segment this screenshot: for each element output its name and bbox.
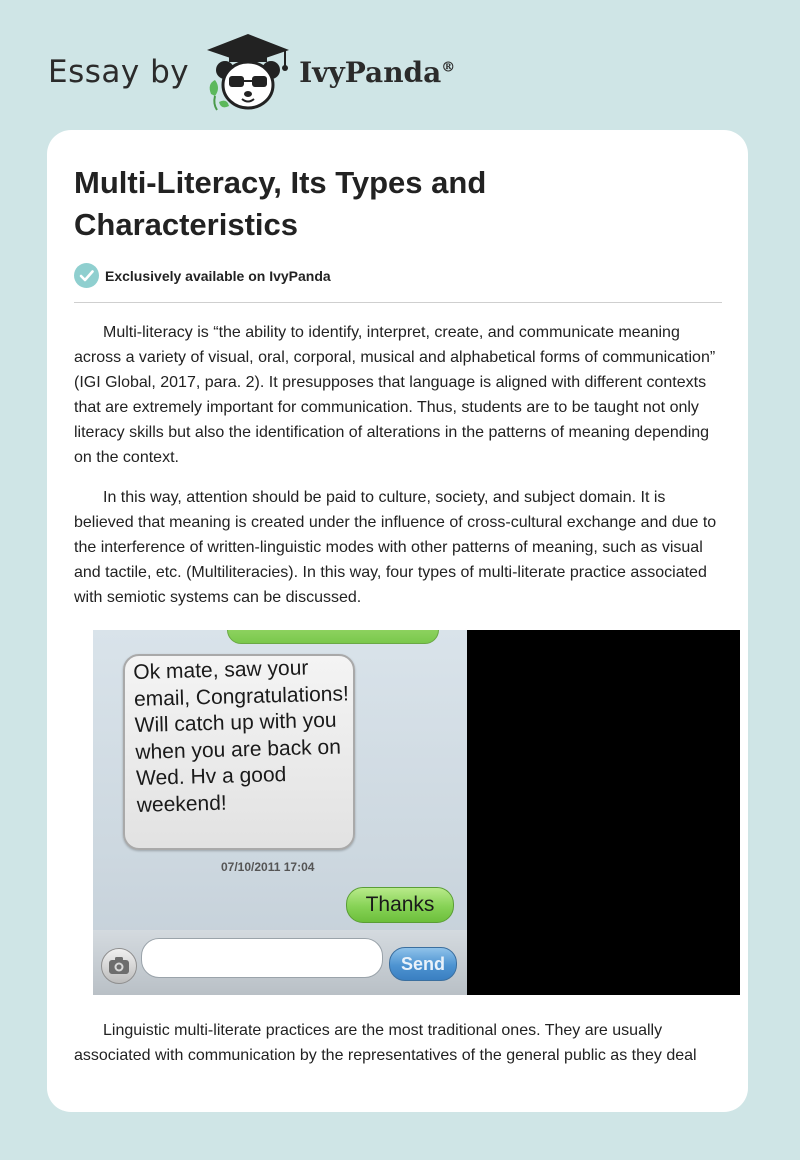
paragraph-2: In this way, attention should be paid to culture, society, and subject domain. It is believed that meaning is created under the influence of cross-cultural exchange and due to the interference of written-linguistic modes with other patterns of meaning, such as visual and tactile, etc. (Multiliteracies). In this way, four types of multi-literate practice associated with semiotic systems can be discussed. [74, 489, 717, 606]
message-input-bar [93, 930, 467, 995]
message-text-field[interactable] [141, 938, 383, 978]
camera-button[interactable] [101, 948, 137, 984]
title-divider [74, 302, 722, 303]
registered-mark: ® [441, 59, 456, 76]
essay-card [47, 130, 748, 1112]
essay-title: Multi-Literacy, Its Types and Characteristics [74, 165, 487, 242]
message-timestamp: 07/10/2011 17:04 [221, 860, 315, 874]
phone-screen [93, 630, 467, 995]
exclusive-badge [74, 263, 331, 288]
checkmark-icon [74, 263, 99, 288]
send-button[interactable]: Send [389, 947, 457, 981]
received-message-text: Ok mate, saw your email, Congratulations! Will catch up with you when you are back on Wed. Hv a good weekend! [133, 656, 350, 817]
brand-name[interactable] [299, 56, 455, 89]
brand-name-text: IvyPanda [299, 55, 442, 89]
paragraph-3: Linguistic multi-literate practices are the most traditional ones. They are usually associated with communication by the representatives of the general public as they deal [74, 1022, 697, 1064]
camera-icon [108, 956, 130, 976]
panda-logo-icon[interactable] [205, 32, 291, 112]
site-header [48, 32, 455, 112]
sent-message-bubble: Thanks [346, 887, 454, 923]
sms-screenshot-figure [93, 630, 740, 995]
exclusive-badge-label: Exclusively available on IvyPanda [105, 267, 331, 284]
essay-by-label: Essay by [48, 54, 190, 90]
previous-sent-bubble [227, 630, 439, 644]
paragraph-1: Multi-literacy is “the ability to identify, interpret, create, and communicate meaning across a variety of visual, oral, corporal, musical and alphabetical forms of communication” (IGI Global, 2017, para. 2). It presupposes that language is aligned with different contexts that are extremely important for communication. Thus, students are to be taught not only literacy skills but also the identification of alterations in the patterns of meaning depending on the context. [74, 324, 716, 466]
